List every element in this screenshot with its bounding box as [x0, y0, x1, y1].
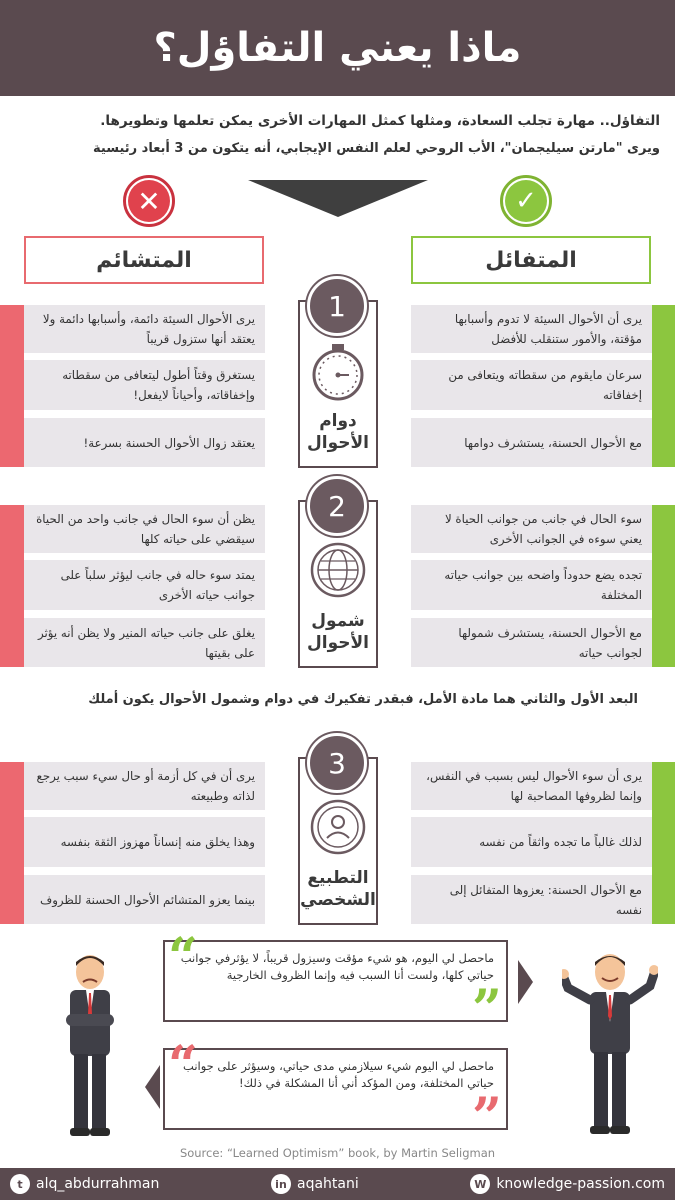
arrow-right-icon [518, 960, 533, 1004]
twitter-icon: t [10, 1174, 30, 1194]
pessimist-cell: يرى الأحوال السيئة دائمة، وأسبابها دائمة ولا يعتقد أنها ستزول قريباً [24, 305, 265, 353]
dimension-label: التطبيع الشخصي [300, 868, 376, 910]
linkedin-icon: in [271, 1174, 291, 1194]
optimist-bar [652, 762, 675, 924]
optimist-cell: سوء الحال في جانب من جوانب الحياة لا يعني سوءه في الجوانب الأخرى [411, 505, 652, 553]
optimist-title: المتفائل [411, 236, 651, 284]
cross-icon: ✕ [123, 175, 175, 227]
twitter-link[interactable]: t alq_abdurrahman [10, 1174, 159, 1194]
down-arrow-icon [248, 180, 428, 217]
source-credit: Source: “Learned Optimism” book, by Martin Seligman [179, 1146, 496, 1160]
pessimist-bar [0, 762, 24, 924]
quote-close-icon: ” [472, 1087, 502, 1148]
optimist-cell: سرعان مايقوم من سقطاته ويتعافى من إخفاقاته [411, 360, 652, 410]
person-badge-icon [308, 797, 368, 857]
pessimist-cell: يرى أن في كل أزمة أو حال سيء سبب يرجع لذاته وطبيعته [24, 762, 265, 810]
page-title: ماذا يعني التفاؤل؟ [153, 25, 522, 71]
intro-text [20, 108, 660, 162]
dimension-label: دوام الأحوال [307, 411, 369, 453]
happy-man-illustration [562, 950, 658, 1138]
optimist-bar [652, 505, 675, 667]
pessimist-title: المتشائم [24, 236, 264, 284]
optimist-cell: لذلك غالباً ما تجده واثقاً من نفسه [411, 817, 652, 867]
pessimist-bar [0, 305, 24, 467]
intro-line-2: ويرى "مارتن سيليجمان"، الأب الروحي لعلم النفس الإيجابي، أنه يتكون من 3 أبعاد رئيسية [93, 141, 660, 156]
optimist-cell: مع الأحوال الحسنة: يعزوها المتفائل إلى نفسه [411, 875, 652, 924]
optimist-quote: ماحصل لي اليوم، هو شيء مؤقت وسيزول قريباً، لا يؤثرفي جوانب حياتي كلها، ولست أنا السبب فيه وإنما الظروف الخارجية [163, 940, 508, 1022]
intro-line-1: التفاؤل.. مهارة تجلب السعادة، ومثلها كمثل المهارات الأخرى يمكن تعلمها وتطويرها. [100, 113, 660, 129]
wordpress-icon: W [470, 1174, 490, 1194]
pessimist-cell: يعتقد زوال الأحوال الحسنة بسرعة! [24, 418, 265, 467]
pessimist-quote: ماحصل لي اليوم شيء سيلازمني مدى حياتي، وسيؤثر على جوانب حياتي المختلفة، ومن المؤكد أني أنا المشكلة في ذلك! [163, 1048, 508, 1130]
pessimist-cell: يظن أن سوء الحال في جانب واحد من الحياة سيقضي على حياته كلها [24, 505, 265, 553]
dimension-label: شمول الأحوال [307, 611, 369, 653]
check-icon: ✓ [500, 175, 552, 227]
quote-close-icon: ” [472, 979, 502, 1040]
optimist-cell: يرى أن الأحوال السيئة لا تدوم وأسبابها مؤقتة، والأمور ستنقلب للأفضل [411, 305, 652, 353]
pessimist-cell: وهذا يخلق منه إنساناً مهزوز الثقة بنفسه [24, 817, 265, 867]
pessimist-bar [0, 505, 24, 667]
quote-open-icon: “ [168, 1035, 198, 1096]
pessimist-cell: يمتد سوء حاله في جانب ليؤثر سلباً على جوانب حياته الأخرى [24, 560, 265, 610]
optimist-cell: يرى أن سوء الأحوال ليس بسبب في النفس، وإنما لظروفها المصاحبة لها [411, 762, 652, 810]
sad-man-illustration [58, 952, 122, 1140]
optimist-bar [652, 305, 675, 467]
optimist-cell: مع الأحوال الحسنة، يستشرف شمولها لجوانب حياته [411, 618, 652, 667]
quote-open-icon: “ [168, 927, 198, 988]
summary-text: البعد الأول والثاني هما مادة الأمل، فبقدر تفكيرك في دوام وشمول الأحوال يكون أملك [88, 692, 638, 707]
footer-bar [0, 1168, 675, 1200]
optimist-cell: تجده يضع حدوداً واضحه بين جوانب حياته المختلفة [411, 560, 652, 610]
section-number: 1 [307, 276, 367, 336]
optimist-cell: مع الأحوال الحسنة، يستشرف دوامها [411, 418, 652, 467]
section-number: 3 [307, 733, 367, 793]
stopwatch-icon [305, 338, 371, 404]
linkedin-link[interactable]: in aqahtani [271, 1174, 359, 1194]
pessimist-cell: يغلق على جانب حياته المنير ولا يظن أنه يؤثر على بقيتها [24, 618, 265, 667]
website-link[interactable]: W knowledge-passion.com [470, 1174, 665, 1194]
pessimist-cell: بينما يعزو المتشائم الأحوال الحسنة للظروف [24, 875, 265, 924]
arrow-left-icon [145, 1065, 160, 1109]
section-number: 2 [307, 476, 367, 536]
globe-icon [308, 540, 368, 600]
header-banner [0, 0, 675, 96]
pessimist-cell: يستغرق وقتاً أطول ليتعافى من سقطاته وإخفاقاته، وأحياناً لايفعل! [24, 360, 265, 410]
